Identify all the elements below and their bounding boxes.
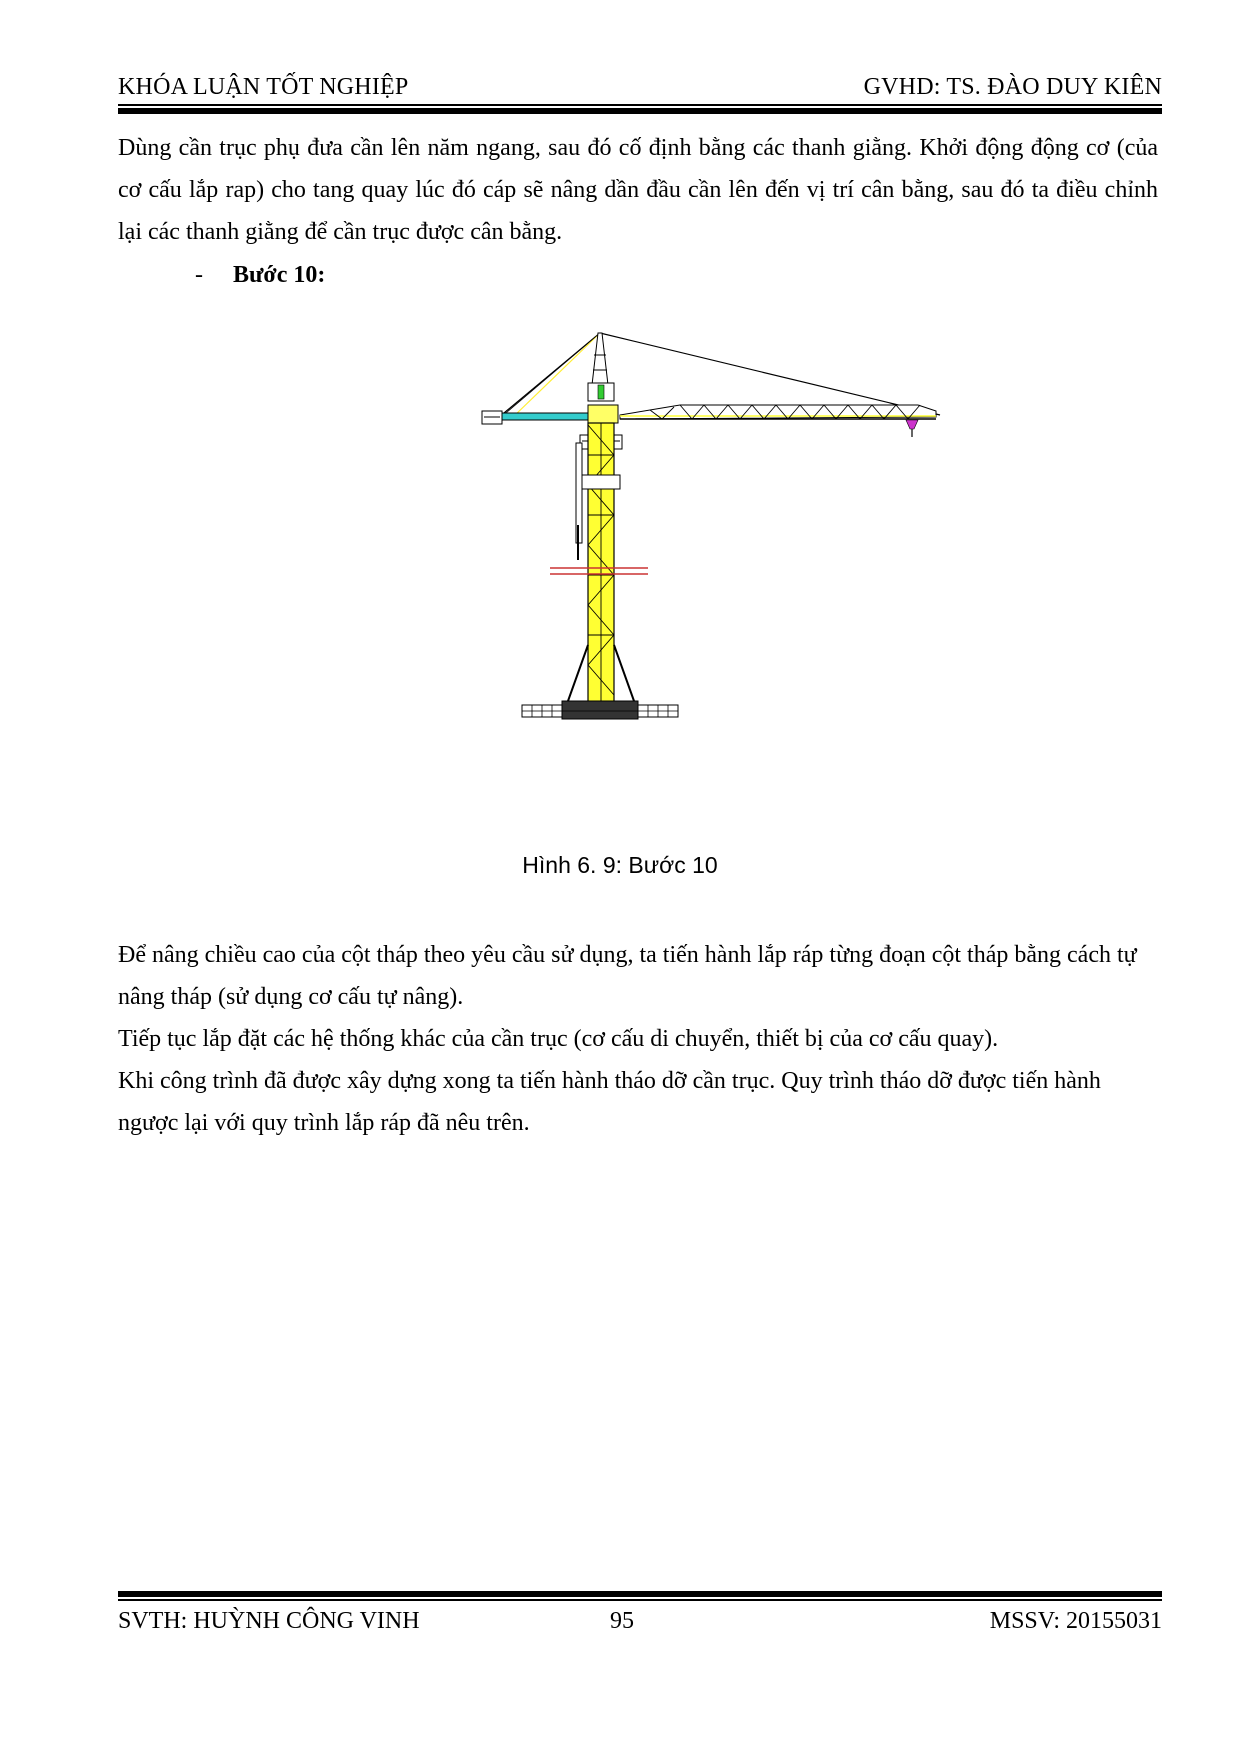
tower-crane-drawing <box>470 325 950 815</box>
step-heading <box>195 262 325 289</box>
page-header <box>118 70 1162 106</box>
header-thesis-title: KHÓA LUẬN TỐT NGHIỆP <box>118 74 409 100</box>
paragraph-dismantle: Khi công trình đã được xây dựng xong ta tiến hành tháo dỡ cần trục. Quy trình tháo dỡ được tiến hành ngược lại với quy trình lắp ráp đã nêu trên. <box>118 1068 1101 1136</box>
paragraph-group <box>118 934 1158 1144</box>
header-rule <box>118 104 1162 114</box>
paragraph-raise-tower: Để nâng chiều cao của cột tháp theo yêu cầu sử dụng, ta tiến hành lắp ráp từng đoạn cột tháp bằng cách tự nâng tháp (sử dụng cơ cấu tự nâng). <box>118 942 1137 1010</box>
tower-crane-figure <box>470 325 950 815</box>
paragraph-intro: Dùng cần trục phụ đưa cần lên năm ngang, sau đó cố định bằng các thanh giằng. Khởi động động cơ (của cơ cấu lắp rap) cho tang quay lúc đó cáp sẽ nâng dần đầu cần lên đến vị trí cân bằng, sau đó ta điều chỉnh lại các thanh giằng để cần trục được cân bằng. <box>118 135 1158 245</box>
page-number: 95 <box>610 1608 634 1634</box>
footer-rule <box>118 1591 1162 1601</box>
figure-caption: Hình 6. 9: Bước 10 <box>522 852 718 878</box>
page-footer <box>118 1608 1162 1642</box>
header-supervisor: GVHD: TS. ĐÀO DUY KIÊN <box>863 74 1162 100</box>
bullet-dash: - <box>195 262 203 288</box>
footer-student: SVTH: HUỲNH CÔNG VINH <box>118 1608 420 1634</box>
paragraph-install-systems: Tiếp tục lắp đặt các hệ thống khác của cần trục (cơ cấu di chuyển, thiết bị của cơ cấu quay). <box>118 1026 999 1052</box>
footer-student-id: MSSV: 20155031 <box>989 1608 1162 1634</box>
step-label: Bước 10: <box>233 262 326 288</box>
